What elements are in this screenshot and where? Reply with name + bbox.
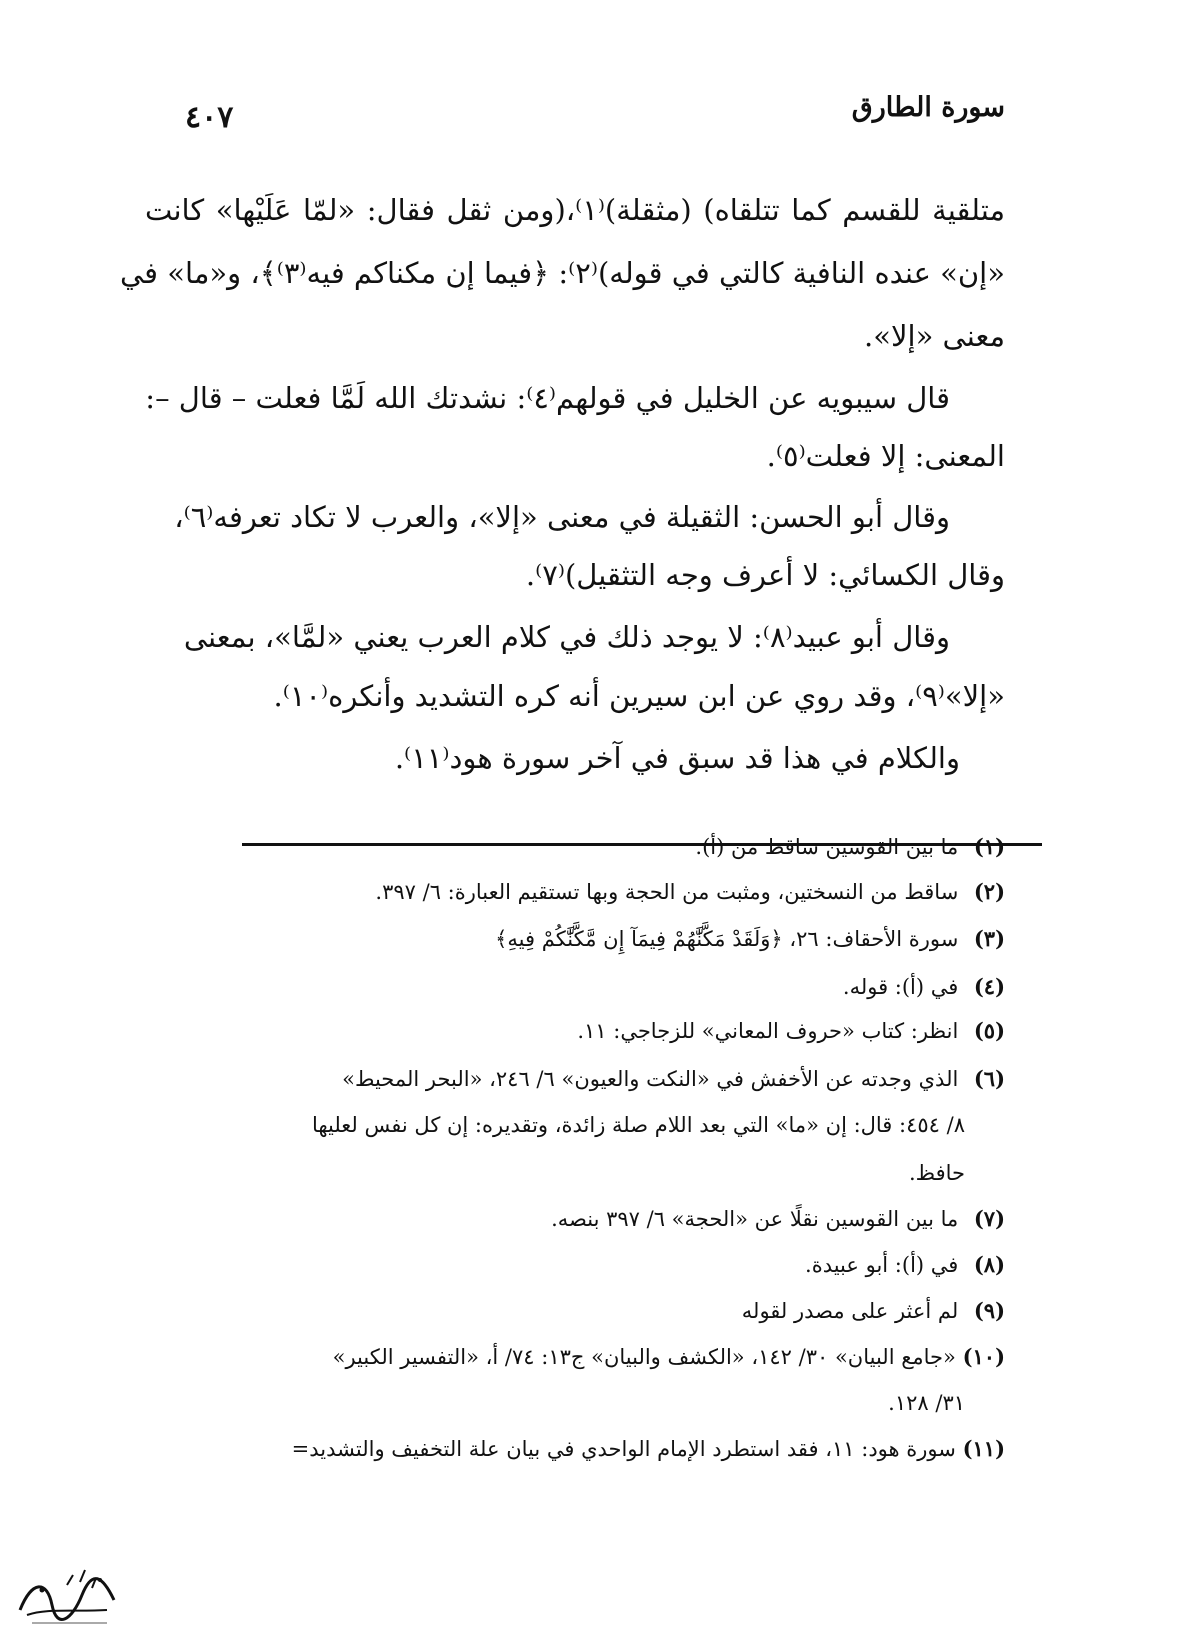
page-number: ٤٠٧ [185, 100, 234, 135]
footnote [375, 877, 1005, 907]
footnote [495, 924, 1005, 954]
footnote [577, 1016, 1005, 1046]
footnote-number: (٢) [973, 879, 1005, 904]
footnote-text: الذي وجدته عن الأخفش في «النكت والعيون» ٦/ ٢٤٦، «البحر المحيط» [342, 1067, 959, 1091]
footnote-number: (٤) [973, 974, 1005, 999]
body-line: معنى «إلا». [864, 319, 1005, 353]
footnote-text: ساقط من النسختين، ومثبت من الحجة وبها تستقيم العبارة: ٦/ ٣٩٧. [375, 880, 959, 904]
body-line: قال سيبويه عن الخليل في قولهم⁽٤⁾: نشدتك الله لَمَّا فعلت – قال –: [145, 381, 950, 415]
footnote-text: ما بين القوسين نقلًا عن «الحجة» ٦/ ٣٩٧ بنصه. [551, 1207, 959, 1231]
footnote-number: (٣) [973, 926, 1005, 951]
footnote [292, 1434, 1005, 1464]
footnote-text: «جامع البيان» ٣٠/ ١٤٢، «الكشف والبيان» ج١٣: ٧٤/ أ، «التفسير الكبير» [332, 1345, 956, 1369]
footnote [843, 972, 1005, 1002]
footnote [342, 1064, 1005, 1094]
footnote-text: ما بين القوسين ساقط من (أ). [695, 835, 959, 859]
footnote-text: ٨/ ٤٥٤: قال: إن «ما» التي بعد اللام صلة زائدة، وتقديره: إن كل نفس لعليها [311, 1113, 965, 1137]
footnote-text: سورة هود: ١١، فقد استطرد الإمام الواحدي في بيان علة التخفيف والتشديد= [291, 1437, 956, 1461]
footnote-text: حافظ. [908, 1161, 965, 1185]
footnote-number: (١) [973, 834, 1005, 859]
footnote-number: (٦) [973, 1066, 1005, 1091]
body-line: وقال الكسائي: لا أعرف وجه التثقيل)⁽٧⁾. [525, 558, 1005, 592]
body-line: وقال أبو الحسن: الثقيلة في معنى «إلا»، والعرب لا تكاد تعرفه⁽٦⁾، [174, 500, 950, 534]
footnote-continuation [909, 1158, 965, 1188]
body-line: والكلام في هذا قد سبق في آخر سورة هود⁽١١⁾. [394, 741, 960, 775]
footnote-continuation [888, 1388, 965, 1418]
body-line: متلقية للقسم كما تتلقاه) (مثقلة)⁽١⁾،(ومن ثقل فقال: «لمّا عَلَيْها» كانت [145, 193, 1005, 227]
footnote-number: (٨) [973, 1252, 1005, 1277]
footnote-text: سورة الأحقاف: ٢٦، ﴿وَلَقَدْ مَكَّنَّٰهُمْ فِيمَآ إِن مَّكَّنَّٰكُمْ فِيهِ﴾ [495, 927, 959, 951]
footnote-text: في (أ): قوله. [842, 975, 959, 999]
footnote-continuation [312, 1110, 965, 1140]
footnote-text: لم أعثر على مصدر لقوله [741, 1299, 959, 1323]
footnote-number: (٩) [973, 1298, 1005, 1323]
publisher-logo [12, 1560, 122, 1630]
footnote-number: (٧) [973, 1206, 1005, 1231]
body-line: «إن» عنده النافية كالتي في قوله)⁽٢⁾: ﴿فيما إن مكناكم فيه⁽٣⁾﴾، و«ما» في [120, 256, 1005, 290]
footnote-text: في (أ): أبو عبيدة. [805, 1253, 959, 1277]
running-header-title: سورة الطارق [851, 92, 1005, 123]
footnote-text: ٣١/ ١٢٨. [888, 1391, 965, 1415]
footnote [742, 1296, 1005, 1326]
footnote [333, 1342, 1005, 1372]
footnote-number: (١٠) [962, 1344, 1005, 1369]
footnote [551, 1204, 1005, 1234]
footnote [805, 1250, 1005, 1280]
footnote-number: (٥) [973, 1018, 1005, 1043]
footnote-number: (١١) [962, 1436, 1005, 1461]
body-line: وقال أبو عبيد⁽٨⁾: لا يوجد ذلك في كلام العرب يعني «لمَّا»، بمعنى [183, 620, 950, 654]
body-line: المعنى: إلا فعلت⁽٥⁾. [766, 439, 1005, 473]
footnote [695, 832, 1005, 862]
footnote-text: انظر: كتاب «حروف المعاني» للزجاجي: ١١. [577, 1019, 959, 1043]
body-line: «إلا»⁽٩⁾، وقد روي عن ابن سيرين أنه كره التشديد وأنكره⁽١٠⁾. [273, 679, 1005, 713]
